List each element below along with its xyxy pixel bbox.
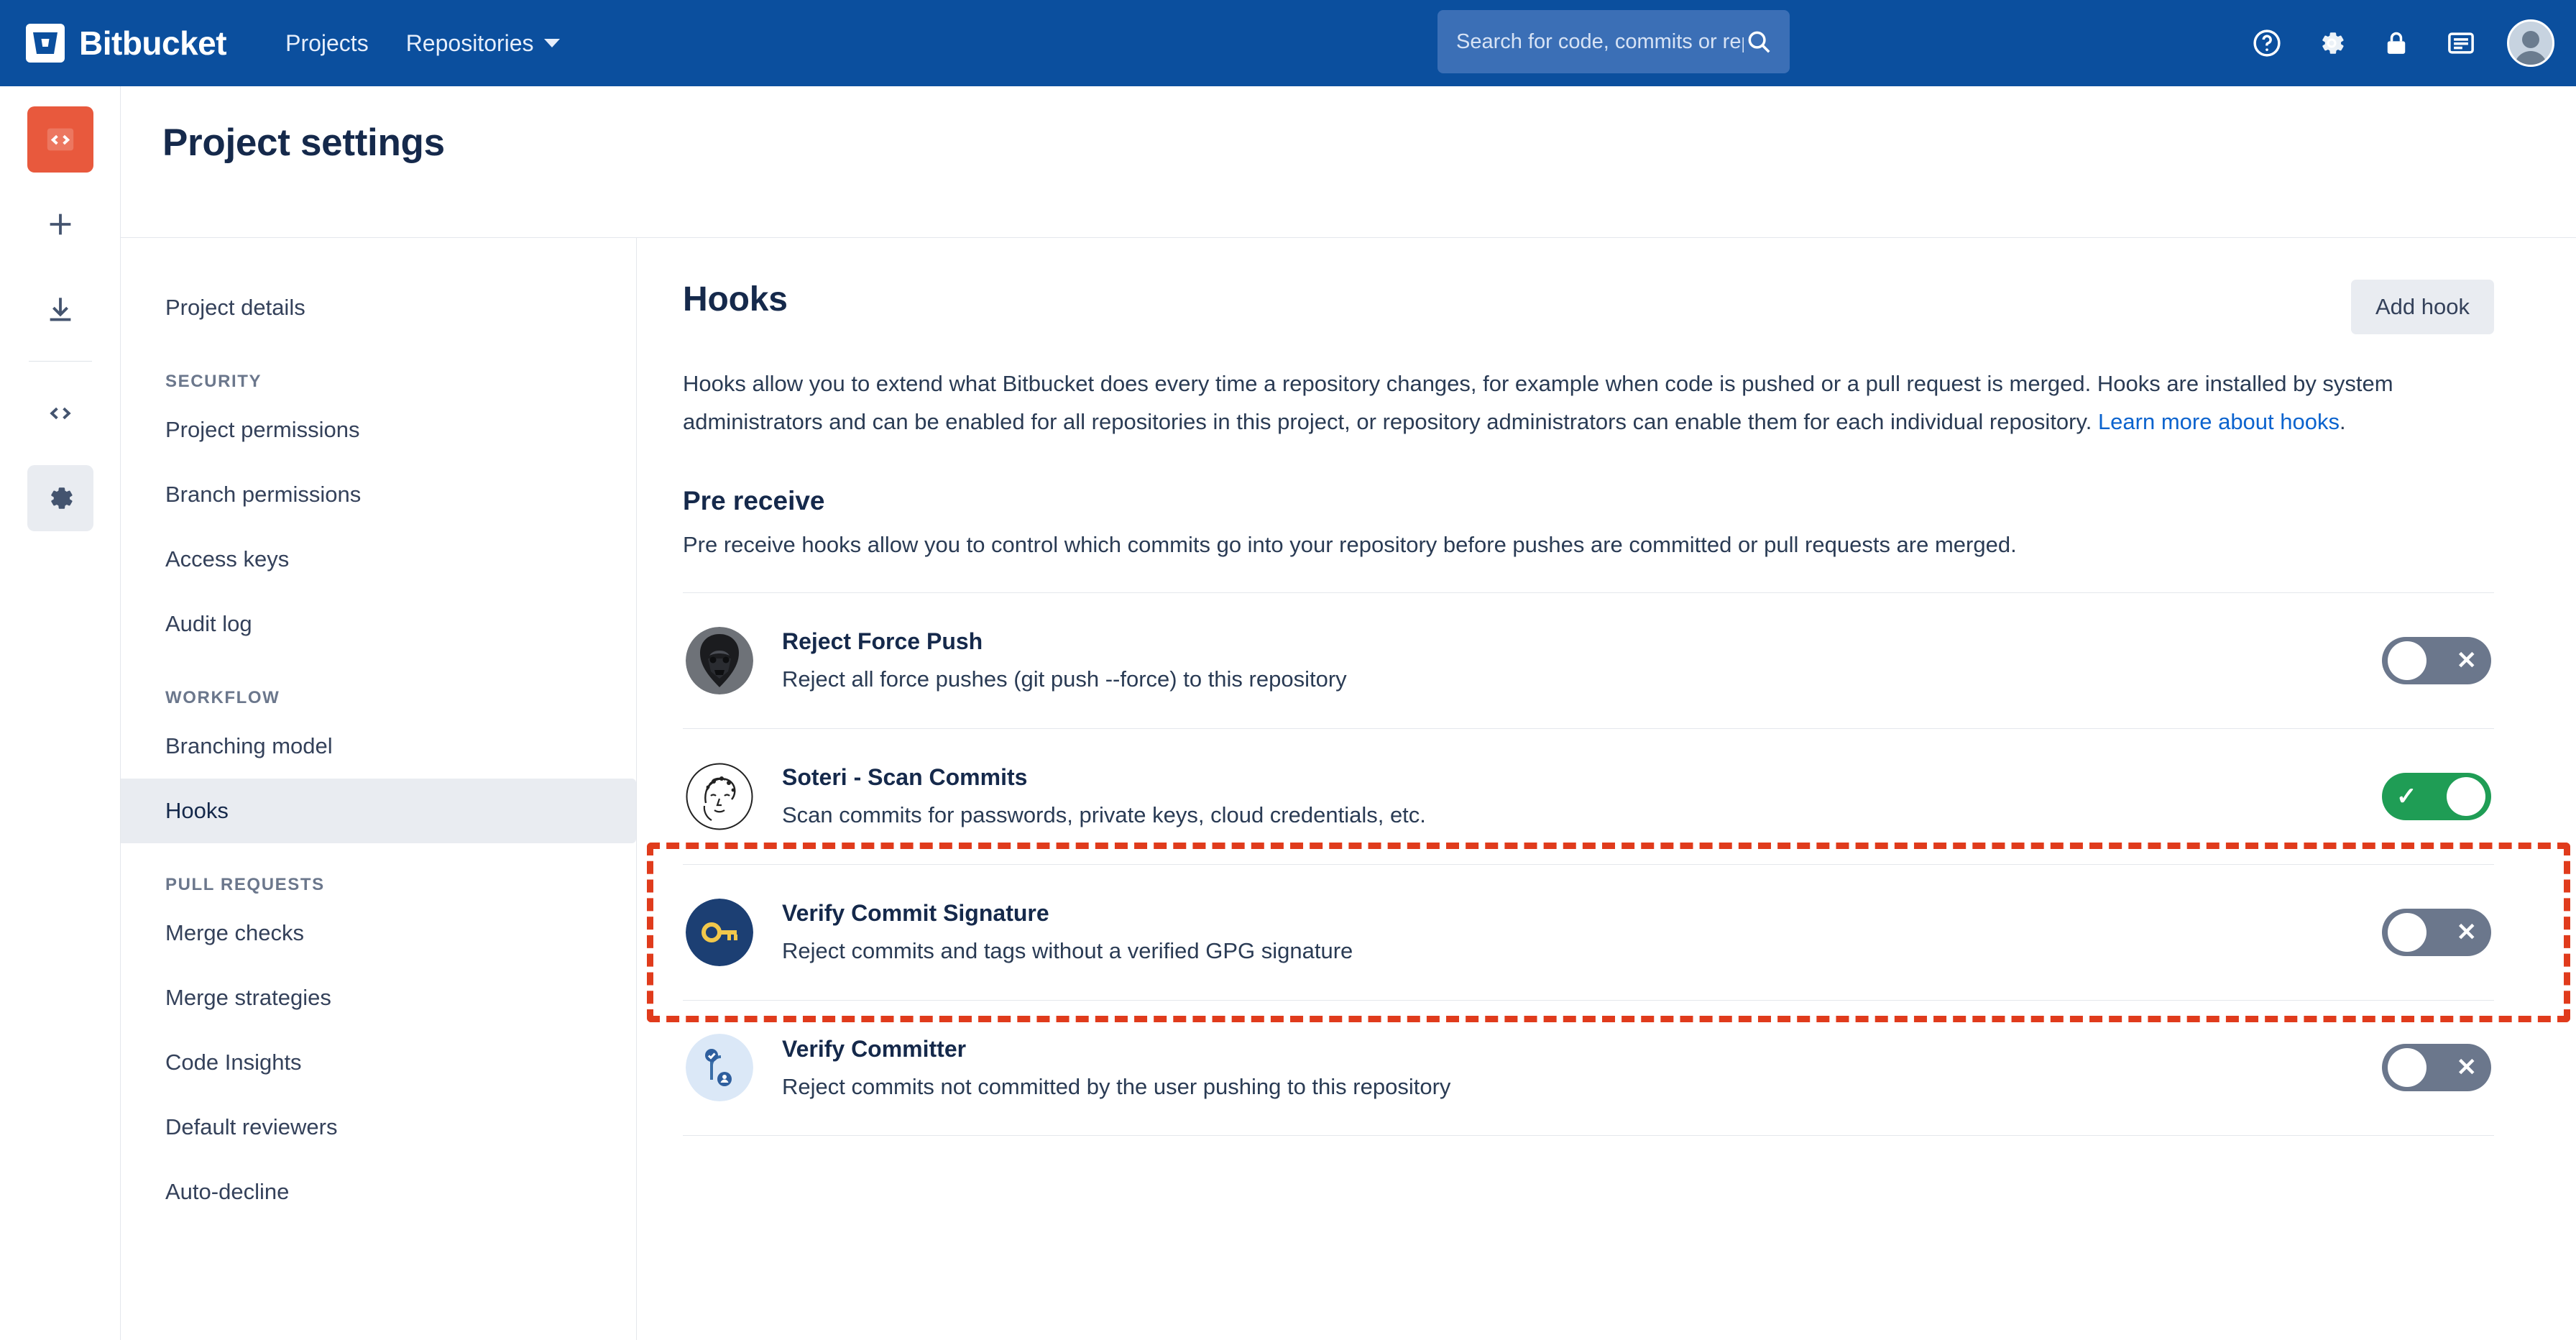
search-box[interactable] — [1438, 10, 1790, 73]
left-icon-rail — [0, 86, 121, 1340]
hooks-intro-text-part2: . — [2340, 409, 2346, 435]
hook-toggle-verify-committer[interactable] — [2382, 1044, 2491, 1091]
toggle-mark: ✕ — [2456, 918, 2477, 946]
sidebar-item-default-reviewers[interactable] — [121, 1095, 636, 1160]
sidebar-item-audit-log[interactable] — [121, 592, 636, 656]
sidebar-item-label: Access keys — [165, 546, 290, 572]
hooks-header — [683, 280, 2494, 334]
sidebar-group-pull-requests: PULL REQUESTS — [165, 875, 325, 894]
commit-branch-avatar-icon — [686, 1034, 753, 1101]
nav-right-icons — [2248, 0, 2554, 86]
brand-name: Bitbucket — [79, 24, 227, 62]
bitbucket-logo[interactable] — [26, 24, 226, 63]
sidebar-item-branching-model[interactable] — [121, 714, 636, 779]
sidebar-item-label: Hooks — [165, 798, 229, 823]
hook-description: Reject commits and tags without a verified GPG signature — [782, 938, 1353, 964]
sidebar-item-label: Merge checks — [165, 920, 304, 945]
hook-text — [782, 764, 2382, 828]
hook-text — [782, 1036, 2382, 1100]
toggle-mark: ✕ — [2456, 646, 2477, 674]
search-input[interactable] — [1455, 29, 1745, 55]
search-icon[interactable] — [1745, 28, 1772, 55]
sidebar-item-label: Code Insights — [165, 1050, 302, 1075]
pre-receive-description: Pre receive hooks allow you to control which commits go into your repository before pushes are committed or pull requests are merged. — [683, 531, 2017, 557]
table-row — [683, 728, 2494, 864]
hook-name: Verify Committer — [782, 1035, 967, 1062]
sidebar-item-label: Branch permissions — [165, 482, 362, 507]
settings-sidebar — [121, 238, 637, 1340]
learn-more-about-hooks-link[interactable]: Learn more about hooks — [2097, 409, 2340, 435]
hook-toggle-soteri-scan-commits[interactable] — [2382, 773, 2491, 820]
hook-text — [782, 900, 2382, 964]
hook-description: Reject all force pushes (git push --force) to this repository — [782, 666, 1347, 692]
chevron-down-icon — [544, 39, 560, 47]
sidebar-item-project-permissions[interactable] — [121, 398, 636, 462]
table-row — [683, 592, 2494, 728]
sidebar-group-workflow: WORKFLOW — [165, 688, 280, 707]
key-avatar-icon — [686, 899, 753, 966]
toggle-knob — [2388, 641, 2426, 680]
hook-toggle-reject-force-push[interactable] — [2382, 637, 2491, 684]
nav-repositories[interactable] — [387, 0, 579, 86]
add-hook-button[interactable]: Add hook — [2351, 280, 2494, 334]
rail-divider — [29, 361, 92, 362]
hooks-heading: Hooks — [683, 280, 788, 318]
rail-repositories-icon[interactable] — [27, 380, 93, 446]
sidebar-item-merge-checks[interactable] — [121, 901, 636, 965]
page-title: Project settings — [162, 121, 445, 164]
lock-icon[interactable] — [2378, 24, 2415, 62]
hook-name: Reject Force Push — [782, 628, 983, 655]
sidebar-group-security: SECURITY — [165, 372, 262, 391]
sidebar-item-code-insights[interactable] — [121, 1030, 636, 1095]
soteri-head-avatar-icon — [686, 763, 753, 830]
rail-create-icon[interactable] — [27, 191, 93, 257]
nav-repositories-label: Repositories — [405, 29, 534, 56]
toggle-knob — [2447, 777, 2485, 816]
sidebar-item-auto-decline[interactable] — [121, 1160, 636, 1224]
sidebar-item-label: Project permissions — [165, 417, 360, 442]
sidebar-item-project-details[interactable] — [121, 275, 636, 340]
top-navigation-bar — [0, 0, 2576, 86]
table-row — [683, 1000, 2494, 1136]
avatar[interactable] — [2507, 19, 2554, 67]
hook-description: Reject commits not committed by the user pushing to this repository — [782, 1073, 1451, 1099]
notifications-icon[interactable] — [2442, 24, 2480, 62]
toggle-knob — [2388, 1048, 2426, 1087]
bitbucket-mark-icon — [26, 24, 65, 63]
hook-description: Scan commits for passwords, private keys, cloud credentials, etc. — [782, 802, 1426, 828]
sidebar-item-branch-permissions[interactable] — [121, 462, 636, 527]
main-content — [637, 238, 2576, 1340]
rail-clone-download-icon[interactable] — [27, 276, 93, 342]
gear-icon[interactable] — [2313, 24, 2350, 62]
pre-receive-heading: Pre receive — [683, 485, 825, 515]
sidebar-item-label: Audit log — [165, 611, 252, 636]
toggle-mark: ✕ — [2456, 1054, 2477, 1082]
hook-name: Soteri - Scan Commits — [782, 764, 1028, 791]
toggle-mark: ✓ — [2396, 782, 2417, 810]
sidebar-item-merge-strategies[interactable] — [121, 965, 636, 1030]
rail-project-avatar[interactable] — [27, 106, 93, 173]
sidebar-item-label: Merge strategies — [165, 985, 331, 1010]
darth-vader-avatar-icon — [686, 627, 753, 694]
toggle-knob — [2388, 913, 2426, 952]
help-icon[interactable] — [2248, 24, 2286, 62]
hooks-intro-paragraph — [683, 364, 2494, 441]
hook-text — [782, 628, 2382, 692]
sidebar-item-label: Default reviewers — [165, 1114, 338, 1139]
hook-toggle-verify-commit-signature[interactable] — [2382, 909, 2491, 956]
hooks-intro-text-part1: Hooks allow you to extend what Bitbucket does every time a repository changes, for example when code is pushed or a pull request is merged. Hooks are installed by system administrators and can be enabled for all repositories in this project, or repository administrators can enable them for each individual repository. — [683, 371, 2393, 435]
sidebar-item-label: Project details — [165, 295, 305, 320]
sidebar-item-access-keys[interactable] — [121, 527, 636, 592]
nav-projects-label: Projects — [285, 29, 369, 56]
table-row — [683, 864, 2494, 1000]
nav-projects[interactable] — [267, 0, 387, 86]
rail-settings-icon[interactable] — [27, 465, 93, 531]
hook-list — [683, 592, 2494, 1136]
sidebar-item-label: Auto-decline — [165, 1179, 290, 1204]
sidebar-item-hooks[interactable] — [121, 779, 636, 843]
sidebar-item-label: Branching model — [165, 733, 333, 758]
hook-name: Verify Commit Signature — [782, 900, 1049, 927]
